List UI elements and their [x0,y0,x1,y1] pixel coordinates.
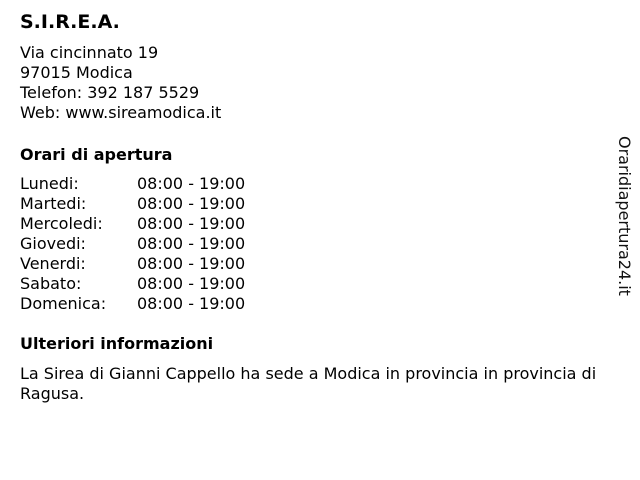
day-label: Martedi: [20,194,87,213]
time-range: 08:00 - 19:00 [137,234,246,253]
address-block [20,43,221,123]
time-range: 08:00 - 19:00 [137,274,246,293]
time-range: 08:00 - 19:00 [137,214,246,233]
additional-info-heading: Ulteriori informazioni [20,334,214,353]
street-address: Via cincinnato 19 [20,43,159,62]
opening-hours-heading: Orari di apertura [20,145,173,164]
day-label: Mercoledi: [20,214,103,233]
day-label: Giovedi: [20,234,86,253]
day-label: Lunedi: [20,174,79,193]
day-label: Sabato: [20,274,82,293]
day-label: Domenica: [20,294,107,313]
time-range: 08:00 - 19:00 [137,194,246,213]
website-line: Web: www.sireamodica.it [20,103,222,122]
time-range: 08:00 - 19:00 [137,174,246,193]
watermark-text: Oraridiapertura24.it [615,136,634,296]
site-watermark [612,136,636,308]
business-name: S.I.R.E.A. [20,11,120,33]
time-range: 08:00 - 19:00 [137,294,246,313]
postal-city: 97015 Modica [20,63,133,82]
phone-line: Telefon: 392 187 5529 [20,83,200,102]
additional-info-text: La Sirea di Gianni Cappello ha sede a Modica in provincia in provincia di Ragusa. [20,364,597,403]
time-range: 08:00 - 19:00 [137,254,246,273]
day-label: Venerdi: [20,254,86,273]
